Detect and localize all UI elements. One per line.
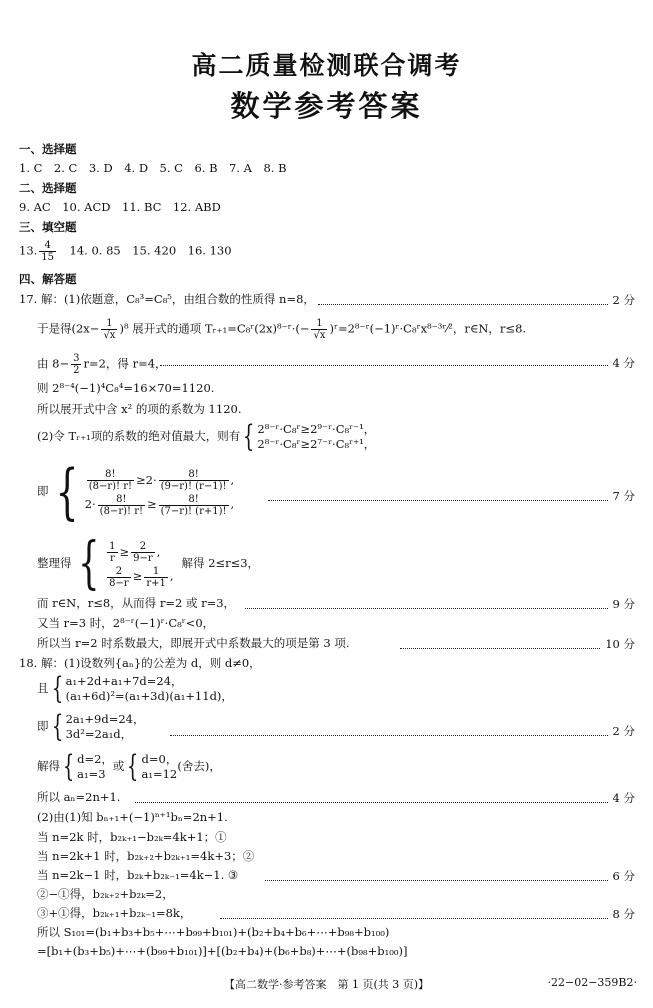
section-heading-multi-choice: 二、选择题 [19, 181, 77, 195]
q17-line-2: 于是得(2x− $\frac{1}{√x}$ )⁸ 展开式的通项 Tᵣ₊₁=C₈ʳ(2x)⁸⁻ʳ·(− $\frac{1}{√x}$ )ʳ=2⁸⁻ʳ(−1)ʳ·C₈ʳx⁸⁻³ʳ⁄²，r∈N，r≤8. [37, 318, 527, 341]
dotted-leader [318, 304, 608, 305]
fill-q13-number: 13. [19, 243, 38, 258]
score-mark: 9 分 [612, 597, 635, 611]
fill-rest: 14. 0. 85 15. 420 16. 130 [58, 243, 232, 258]
score-mark: 7 分 [612, 489, 635, 503]
q18-line-7: 当 n=2k 时，b₂ₖ₊₁−b₂ₖ=4k+1；① [37, 830, 227, 844]
score-mark: 6 分 [612, 869, 635, 883]
dotted-leader [160, 365, 608, 366]
q18-line-2: 且{ a₁+2d+a₁+7d=24， (a₁+6d)²=(a₁+3d)(a₁+11d)， [37, 671, 233, 706]
page-footer [0, 970, 653, 994]
q17-line-8: 整理得 { $\frac{1}{r}$ ≥ $\frac{2}{9-r}$ , $\frac{2}{8-r}$ ≥ $\frac{1}{r+1}$ , 解得 2≤r≤3， [37, 531, 260, 596]
footer-code: ·22−02−359B2· [547, 976, 637, 989]
score-mark: 10 分 [605, 637, 635, 651]
q18-line-3: 即{ 2a₁+9d=24， 3d²=2a₁d， [37, 709, 145, 744]
fill-q13-fraction: $\frac{4}{15}$ [41, 240, 55, 263]
score-mark: 4 分 [612, 356, 635, 370]
score-mark: 4 分 [612, 791, 635, 805]
q18-line-12: 所以 S₁₀₁=(b₁+b₃+b₅+⋯+b₉₉+b₁₀₁)+(b₂+b₄+b₆+⋯+b₉₈+b₁₀₀) [37, 925, 390, 939]
q17-line-1: 17. 解：(1)依题意，C₈³=C₈⁵，由组合数的性质得 n=8， [19, 292, 315, 306]
score-mark: 2 分 [612, 293, 635, 307]
multi-choice-answers: 9. AC 10. ACD 11. BC 12. ABD [19, 200, 221, 214]
dotted-leader [220, 918, 608, 919]
q17-line-9: 而 r∈N，r≤8，从而得 r=2 或 r=3， [37, 596, 236, 610]
q17-line-11: 所以当 r=2 时系数最大，即展开式中系数最大的项是第 3 项. [37, 636, 350, 650]
q18-line-4: 解得{ d=2， a₁=3 或{ d=0， a₁=12 (舍去)， [37, 749, 221, 784]
dotted-leader [400, 648, 600, 649]
page-subtitle: 数学参考答案 [230, 89, 423, 123]
section-heading-solutions: 四、解答题 [19, 272, 77, 286]
dotted-leader [170, 735, 608, 736]
dotted-leader [265, 880, 608, 881]
score-mark: 8 分 [612, 907, 635, 921]
page-title: 高二质量检测联合调考 [191, 51, 462, 80]
section-heading-fill: 三、填空题 [19, 220, 77, 234]
dotted-leader [268, 500, 608, 501]
q18-line-6: (2)由(1)知 bₙ₊₁+(−1)ⁿ⁺¹bₙ=2n+1. [37, 810, 228, 824]
q17-line-3: 由 8− $\frac{3}{2}$ r=2，得 r=4， [37, 353, 167, 376]
q18-line-11: ③+①得，b₂ₖ₊₁+b₂ₖ₋₁=8k， [37, 906, 192, 920]
q17-line-5: 所以展开式中含 x² 的项的系数为 1120. [37, 402, 242, 416]
dotted-leader [135, 802, 608, 803]
choice-answers: 1. C 2. C 3. D 4. D 5. C 6. B 7. A 8. B [19, 161, 287, 175]
score-mark: 2 分 [612, 724, 635, 738]
dotted-leader [245, 608, 608, 609]
q18-line-5: 所以 aₙ=2n+1. [37, 790, 121, 804]
q17-line-10: 又当 r=3 时，2⁸⁻ʳ(−1)ʳ·C₈ʳ<0， [37, 616, 215, 630]
q18-line-13: =[b₁+(b₃+b₅)+⋯+(b₉₉+b₁₀₁)]+[(b₂+b₄)+(b₆+b₈)+⋯+(b₉₈+b₁₀₀)] [37, 944, 408, 958]
q17-line-6: (2)令 Tᵣ₊₁项的系数的绝对值最大，则有{ 2⁸⁻ʳ·C₈ʳ≥2⁹⁻ʳ·C₈ʳ⁻¹， 2⁸⁻ʳ·C₈ʳ≥2⁷⁻ʳ·C₈ʳ⁺¹， [37, 419, 376, 454]
q17-line-7: 即 { $\frac{8!}{(8-r)! r!}$ ≥2· $\frac{8!}{(9-r)! (r-1)!}$ , 2· $\frac{8!}{(8-r)! r!}$ ≥ $\frac{8!}{(7-r)! (r+1)!}$ , [37, 457, 235, 527]
q18-line-9: 当 n=2k−1 时，b₂ₖ+b₂ₖ₋₁=4k−1. ③ [37, 868, 239, 882]
q17-line-4: 则 2⁸⁻⁴(−1)⁴C₈⁴=16×70=1120. [37, 381, 215, 395]
footer-page-info: 【高二数学·参考答案 第 1 页(共 3 页)】 [223, 978, 430, 991]
q18-line-8: 当 n=2k+1 时，b₂ₖ₊₂+b₂ₖ₊₁=4k+3；② [37, 849, 255, 863]
q18-line-10: ②−①得，b₂ₖ₊₂+b₂ₖ=2， [37, 887, 174, 901]
section-heading-choice: 一、选择题 [19, 142, 77, 156]
q18-line-1: 18. 解：(1)设数列{aₙ}的公差为 d，则 d≠0， [19, 656, 261, 670]
fill-answers [19, 240, 232, 263]
